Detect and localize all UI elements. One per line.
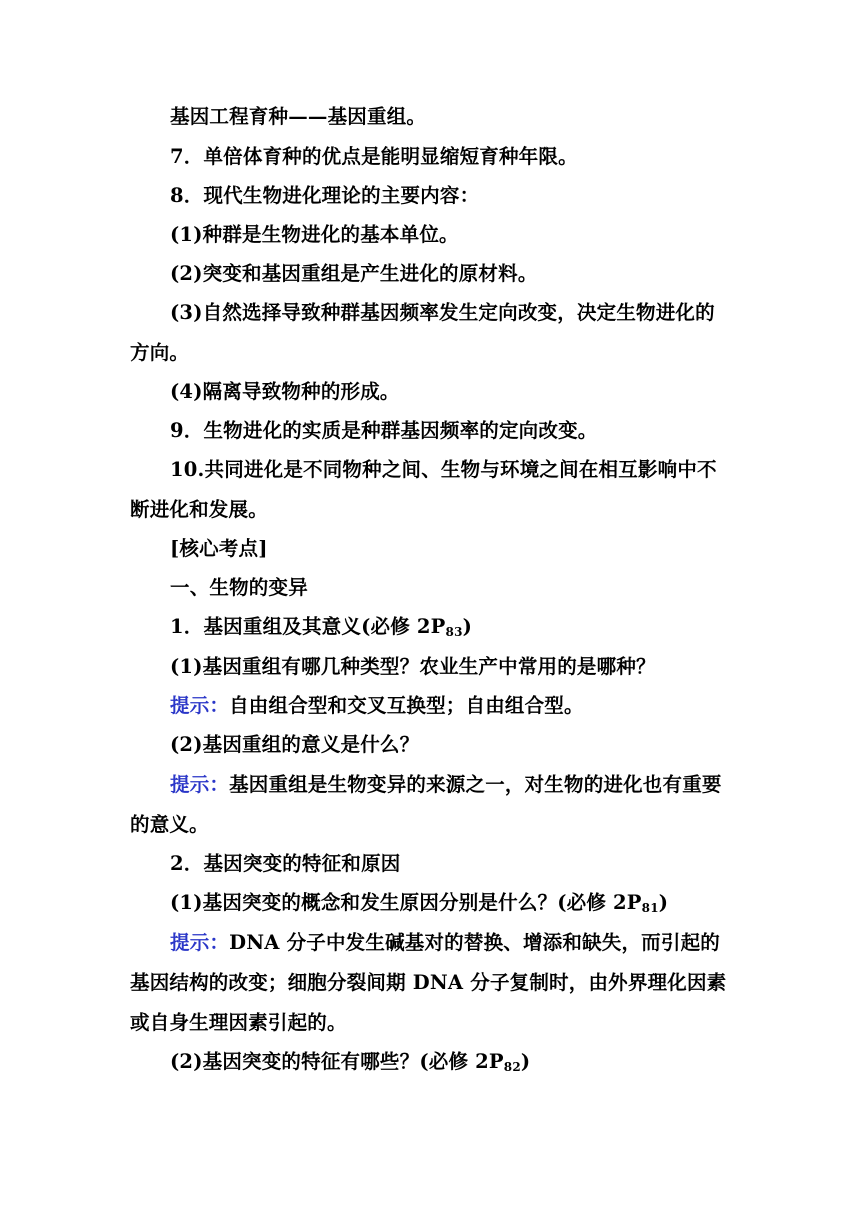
- hint-line-cont: 基因结构的改变；细胞分裂间期 DNA 分子复制时，由外界理化因素: [130, 971, 727, 994]
- topic-2-title: 2．基因突变的特征和原因: [170, 852, 401, 875]
- point-8-sub-3-cont: 方向。: [130, 341, 190, 364]
- question-2-2: (2)基因突变的特征有哪些？(必修 $2P_{82}$): [170, 1050, 531, 1074]
- section-heading-variation: 一、生物的变异: [170, 576, 308, 599]
- point-8-sub-2: (2)突变和基因重组是产生进化的原材料。: [170, 262, 538, 285]
- section-heading-core: [核心考点]: [170, 537, 268, 560]
- point-8: 8．现代生物进化理论的主要内容：: [170, 184, 480, 207]
- hint-line: 提示：基因重组是生物变异的来源之一，对生物的进化也有重要: [170, 773, 722, 796]
- point-8-sub-1: (1)种群是生物进化的基本单位。: [170, 223, 459, 246]
- text-line: 基因工程育种——基因重组。: [170, 105, 427, 128]
- hint-line-cont: 或自身生理因素引起的。: [130, 1011, 347, 1034]
- question-1-1: (1)基因重组有哪几种类型？农业生产中常用的是哪种？: [170, 655, 656, 678]
- hint-line: 提示：DNA 分子中发生碱基对的替换、增添和缺失，而引起的: [170, 931, 720, 954]
- hint-label: 提示：: [170, 931, 230, 954]
- hint-label: 提示：: [170, 773, 230, 796]
- hint-label: 提示：: [170, 694, 230, 717]
- point-10: 10.共同进化是不同物种之间、生物与环境之间在相互影响中不: [170, 458, 717, 481]
- question-2-1: (1)基因突变的概念和发生原因分别是什么？(必修 $2P_{81}$): [170, 891, 669, 915]
- point-9: 9．生物进化的实质是种群基因频率的定向改变。: [170, 419, 598, 442]
- hint-line-cont: 的意义。: [130, 813, 209, 836]
- point-8-sub-4: (4)隔离导致物种的形成。: [170, 380, 400, 403]
- question-1-2: (2)基因重组的意义是什么？: [170, 733, 420, 756]
- hint-line: 提示：自由组合型和交叉互换型；自由组合型。: [170, 694, 584, 717]
- topic-1-title: 1．基因重组及其意义(必修 $2P_{83}$): [170, 615, 473, 639]
- point-8-sub-3: (3)自然选择导致种群基因频率发生定向改变，决定生物进化的: [170, 301, 715, 324]
- point-10-cont: 断进化和发展。: [130, 498, 268, 521]
- point-7: 7．单倍体育种的优点是能明显缩短育种年限。: [170, 145, 578, 168]
